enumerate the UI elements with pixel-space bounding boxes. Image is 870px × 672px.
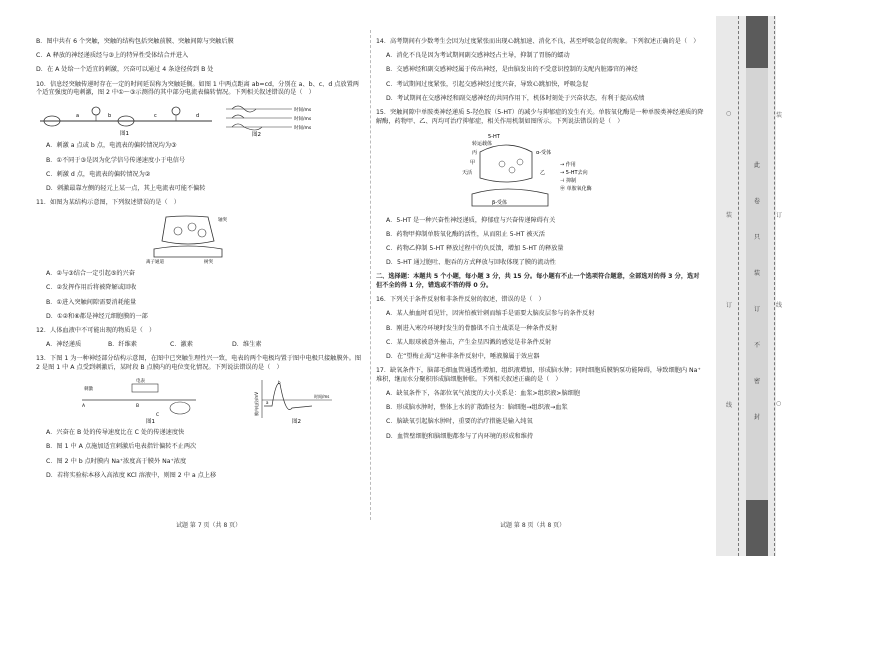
svg-text:时间/ms: 时间/ms <box>314 394 330 400</box>
svg-text:→ 作用: → 作用 <box>560 161 576 168</box>
q13-option-d: D．若将实验标本移入高浓度 KCl 溶液中，则图 2 中 a 点上移 <box>46 471 217 479</box>
question-15: 15．突触间隙中单胺类神经递质 5-羟色胺（5-HT）的减少与抑郁症的发生有关。单胺氧化酶是一种单胺类神经递质的降解酶，药物甲、乙、丙均可治疗抑郁症，相关作用机制如图所示。下列说法错误的是（ ） <box>376 108 704 125</box>
binding-side-mark-7: 线 <box>776 302 783 309</box>
synapse-diagram <box>36 213 364 265</box>
svg-text:㊥ 单胺氧化酶: ㊥ 单胺氧化酶 <box>560 185 592 192</box>
svg-text:⊣ 抑制: ⊣ 抑制 <box>560 177 576 184</box>
svg-text:图1: 图1 <box>146 419 155 425</box>
q10-option-d: D．刺激最靠左侧的轻元上某一点，其上电流表可能不偏转 <box>46 184 206 192</box>
right-page-footer: 试题 第 8 页（共 8 页） <box>500 522 566 529</box>
q15-option-c: C．药物乙抑制 5-HT 释放过程中的负反馈，增加 5-HT 的释放量 <box>386 245 564 253</box>
svg-text:图2: 图2 <box>292 419 301 425</box>
binding-side-mark-4: 线 <box>726 402 733 409</box>
q16-option-a: A．某人抽血时看见针，因害怕被针刺而缩手是需要大脑皮层参与的条件反射 <box>386 310 595 318</box>
q10-option-a: A．刺激 a 点或 b 点，电流表的偏转情况均为③ <box>46 142 177 150</box>
q17-option-a: A．缺氧条件下，各部位氧气浓度的大小关系是：血浆>组织液>脑细胞 <box>386 389 581 397</box>
binding-side-mark-8: ○ <box>776 400 782 407</box>
svg-text:b: b <box>108 113 112 120</box>
svg-text:甲: 甲 <box>470 159 476 166</box>
svg-text:图1: 图1 <box>120 131 129 138</box>
binding-cut-line-left <box>738 16 739 556</box>
svg-text:a: a <box>266 400 269 406</box>
left-page-footer: 试题 第 7 页（共 8 页） <box>176 522 242 529</box>
binding-side-mark-6: 订 <box>776 212 783 219</box>
q12-options <box>46 341 364 350</box>
binding-cut-line-right <box>774 16 775 556</box>
q10-option-c: C．刺激 d 点，电流表的偏转情况为② <box>46 170 151 178</box>
q9-option-d: D．在 A 处给一个适宜的刺激，兴奋可以通过 4 条途径传到 B 处 <box>36 66 214 74</box>
q10-option-b: B．①不同于③是因为化学信号传递速度小于电信号 <box>46 156 186 164</box>
q11-figure <box>36 213 364 265</box>
svg-text:电表: 电表 <box>136 379 145 385</box>
svg-text:轴突: 轴突 <box>218 218 227 224</box>
q13-option-b: B．图 1 中 A 点施加适宜刺激后电表指针偏转不止两次 <box>46 443 197 451</box>
binding-side-mark-2: 装 <box>726 212 733 219</box>
left-column <box>36 38 364 486</box>
binding-strip <box>746 16 768 556</box>
q13-option-c: C．图 2 中 b 点时膜内 Na⁺浓度高于膜外 Na⁺浓度 <box>46 457 187 465</box>
svg-text:C: C <box>156 413 160 419</box>
q16-option-c: C．某人眼球被意外撞击，产生金星四溅的感觉是非条件反射 <box>386 338 552 346</box>
binding-label-8: 封 <box>753 414 760 421</box>
svg-text:β-受体: β-受体 <box>492 199 507 206</box>
binding-side-mark-1: ○ <box>726 110 732 117</box>
q9-option-b: B．图中共有 6 个突触，突触的结构包括突触前膜、突触间隙与突触后膜 <box>36 38 234 45</box>
binding-strip-top-block <box>746 16 768 68</box>
binding-label-5: 订 <box>753 306 760 313</box>
svg-text:树突: 树突 <box>204 260 213 266</box>
binding-label-3: 只 <box>753 234 760 241</box>
q9-option-c: C．A 释放的神经递质经与③上的特异性受体结合并进入 <box>36 52 189 60</box>
right-column <box>376 38 704 447</box>
q17-option-c: C．脑缺氧引起脑水肿时，重要的治疗措施是输入纯氧 <box>386 418 533 426</box>
q15-option-a: A．5-HT 是一种兴奋性神经递质，抑郁症与兴奋传递障碍有关 <box>386 216 556 224</box>
q17-option-d: D．血管壁细胞和脑细胞都参与了内环境的形成和维持 <box>386 432 534 440</box>
svg-text:乙: 乙 <box>540 169 546 176</box>
q13-figure-2 <box>252 378 342 424</box>
q11-option-d: D．①②和⑥都是神经元细胞膜的一部 <box>46 312 148 320</box>
q16-option-b: B．刚进入寒冷环境时发生的骨骼肌不自主战栗是一种条件反射 <box>386 324 558 332</box>
q14-option-a: A．消化不良是因为考试期间副交感神经占主导，抑制了胃肠的蠕动 <box>386 52 570 60</box>
binding-strip-bottom-block <box>746 500 768 556</box>
question-14: 14．高考期间有少数考生会因为过度紧张而出现心跳加速、消化不良，甚至呼吸急促的现象。下列叙述正确的是（ ） <box>376 38 700 45</box>
svg-text:转运载体: 转运载体 <box>472 140 493 147</box>
q13-figure-1 <box>76 378 246 424</box>
q17-option-b: B．形成脑水肿时，整体上水的扩散路径为：脑细胞→组织液→血浆 <box>386 404 568 412</box>
5ht-mechanism-diagram <box>376 132 704 212</box>
q13-figures <box>36 378 364 424</box>
binding-label-6: 不 <box>753 342 760 349</box>
q14-option-c: C．考试期间过度紧张，引起交感神经过度兴奋，导致心跳加快，呼吸急促 <box>386 80 589 88</box>
svg-text:刺激: 刺激 <box>84 387 93 393</box>
svg-text:时间/ms: 时间/ms <box>294 117 312 123</box>
question-13: 13．下图 1 为一种神经部分结构示意图，在图中已突触生理性兴一致，电表的两个电极均置于图中电极只接触膜外。图 2 是图 1 中 A 点受到刺激后，某时段 B 点膜内的电位变化情况。下列说法错误的是（ ） <box>36 355 362 371</box>
q14-option-d: D．考试期间在交感神经和副交感神经的共同作用下，机体时刻处于兴奋状态，有利于提高成绩 <box>386 94 645 102</box>
svg-text:d: d <box>196 113 200 120</box>
svg-text:图2: 图2 <box>252 132 261 138</box>
q13-option-a: A．兴奋在 B 处的传导速度比在 C 处的传递速度快 <box>46 429 185 437</box>
question-16: 16．下列关于条件反射和非条件反射的叙述，错误的是（ ） <box>376 296 545 304</box>
svg-text:5-HT: 5-HT <box>488 133 500 140</box>
section-2-heading: 二、选择题：本题共 5 个小题，每小题 3 分，共 15 分。每小题有不止一个选项符合题意，全部选对的得 3 分，选对但不全的得 1 分，错选或不答的得 0 分。 <box>376 273 700 290</box>
question-10: 10．信息经突触传递时存在一定的时间延误称为突触延搁。如图 1 中两点距离 ab=cd，分别在 a、b、c、d 点放置两个适宜强度的电刺激，图 2 中①～③示测得的其中部分电流表偏转情况。下列相关叙述错误的是（ ） <box>36 80 359 97</box>
question-17: 17．缺氧条件下，脑部毛细血管通透性增加，组织液增加，形成脑水肿；同时细胞质膜钠泵功能障碍，导致细胞内 Na⁺堆积，继而水分聚积形成脑细胞肿胀。下列相关叙述正确的是（ ） <box>376 367 701 383</box>
binding-label-7: 密 <box>753 378 760 385</box>
q10-figure-1 <box>36 103 216 137</box>
q16-option-d: D．在“望梅止渴”这种非条件反射中，唾液腺属于效应器 <box>386 353 540 360</box>
svg-text:时间/ms: 时间/ms <box>294 126 312 132</box>
q11-option-c: C．②发挥作用后将被降解或回收 <box>46 284 137 292</box>
q11-option-b: B．①进入突触间隙需要消耗能量 <box>46 298 137 306</box>
svg-text:丙: 丙 <box>472 149 478 156</box>
q15-figure <box>376 132 704 212</box>
q12-option-d: D．维生素 <box>232 341 262 349</box>
binding-side-mark-3: 订 <box>726 302 733 309</box>
binding-label-2: 卷 <box>753 198 760 205</box>
q15-option-b: B．药物甲抑制单胺氧化酶的活性，从而阻止 5-HT 被灭活 <box>386 230 545 238</box>
q12-option-b: B．纤维素 <box>108 341 137 349</box>
svg-text:时间/ms: 时间/ms <box>294 108 312 114</box>
question-11: 11．如图为某结构示意图，下列叙述错误的是（ ） <box>36 199 180 207</box>
svg-text:a: a <box>76 113 80 120</box>
svg-text:b: b <box>278 380 281 386</box>
svg-text:A: A <box>82 404 86 410</box>
q10-figure-2 <box>222 103 332 137</box>
svg-text:c: c <box>154 113 157 120</box>
question-12: 12．人体血液中不可能出现的物质是（ ） <box>36 327 156 335</box>
svg-text:离子通道: 离子通道 <box>146 260 164 266</box>
q12-option-a: A．神经递质 <box>46 341 82 349</box>
svg-text:→ 5-HT去向: → 5-HT去向 <box>560 169 588 176</box>
svg-text:α-受体: α-受体 <box>536 149 552 156</box>
svg-text:天活: 天活 <box>462 169 473 176</box>
binding-side-mark-5: 装 <box>776 112 783 119</box>
q10-figures <box>36 103 364 137</box>
q11-option-a: A．②与③结合一定引起⑤的兴奋 <box>46 270 135 278</box>
binding-label-1: 此 <box>753 162 760 169</box>
svg-text:膜内电位/mV: 膜内电位/mV <box>254 392 259 417</box>
q12-option-c: C．激素 <box>170 341 193 349</box>
binding-label-4: 装 <box>753 270 760 277</box>
column-divider <box>370 30 371 520</box>
q15-option-d: D．5-HT 通过胞吐、胞吞的方式释放与回收体现了膜的流动性 <box>386 259 556 267</box>
q14-option-b: B．交感神经和副交感神经属于传出神经，是由脑发出的不受意识控制的支配内脏器官的神经 <box>386 66 638 74</box>
svg-text:B: B <box>136 404 140 410</box>
